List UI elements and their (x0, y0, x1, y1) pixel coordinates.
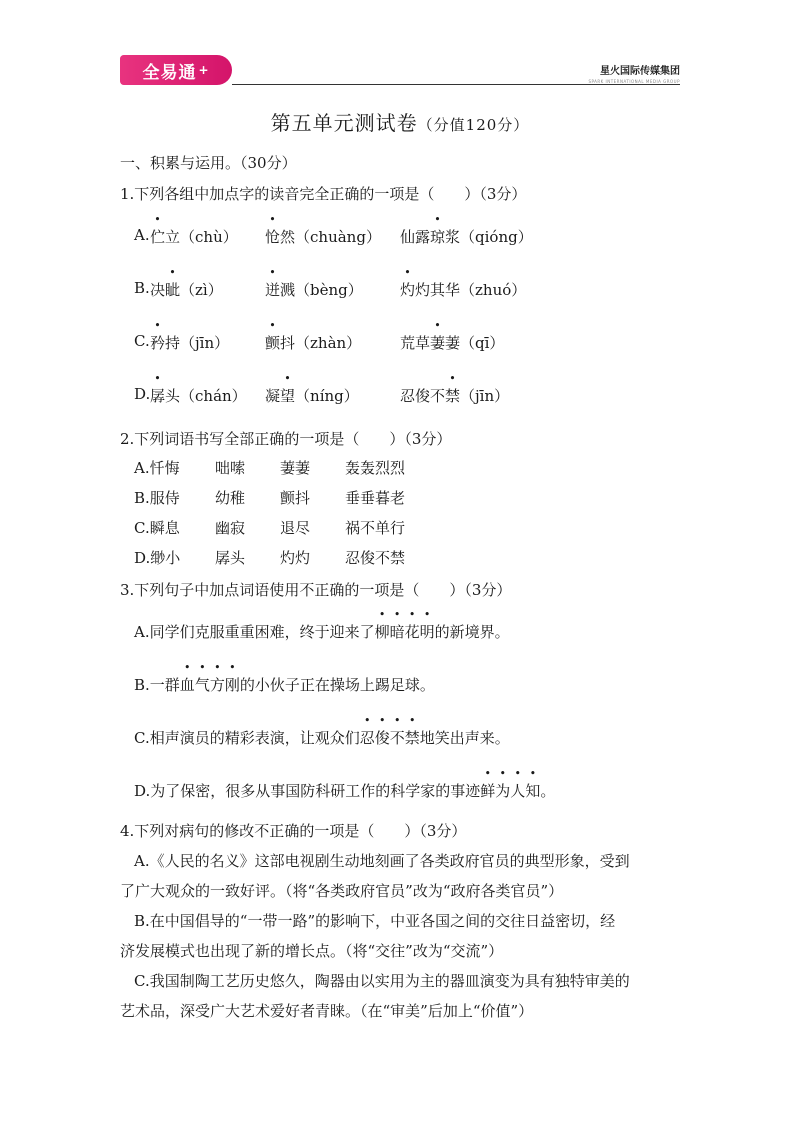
emphasis-char: 忍 (359, 729, 375, 747)
q1-option-word (150, 332, 229, 353)
q1-stem: 1.下列各组中加点字的读音完全正确的一项是（ ）（3分） (120, 185, 527, 203)
q1-option-word (265, 385, 359, 406)
q2-stem: 2.下列词语书写全部正确的一项是（ ）（3分） (120, 430, 452, 448)
emphasis-char: 暗 (389, 623, 405, 641)
q2-option-word: 萋萋 (280, 459, 311, 477)
emphasis-char: 气 (194, 676, 210, 694)
q3-option (134, 674, 435, 695)
q2-option-label: A.忏悔 (134, 459, 180, 477)
emphasis-char: 伫 (150, 228, 166, 246)
q4-text-line: A.《人民的名义》这部电视剧生动地刻画了各类政府官员的典型形象，受到 (134, 852, 630, 870)
sentence-text: 的小伙子正在操场上踢足球。 (239, 676, 435, 694)
emphasis-char: 人 (510, 782, 526, 800)
word-text: 凝 (265, 387, 281, 405)
q1-option-word (265, 332, 361, 353)
word-text: 溅（bèng） (280, 281, 363, 299)
brand (588, 62, 680, 84)
emphasis-char: 花 (404, 623, 420, 641)
q2-option-word: 颤抖 (280, 489, 311, 507)
q1-option-word (400, 385, 509, 406)
emphasis-char: 琼 (430, 228, 446, 246)
sentence-text: D.为了保密，很多从事国防科研工作的科学家的事迹 (134, 782, 481, 800)
sentence-text: C.相声演员的精彩表演，让观众们 (134, 729, 360, 747)
q4-text-line: 艺术品，深受广大艺术爱好者青睐。（在“审美”后加上“价值”） (120, 1002, 534, 1020)
emphasis-char: 灼 (400, 281, 416, 299)
header-rule (232, 84, 680, 85)
word-text: （níng） (295, 387, 359, 405)
brand-name: 星火国际传媒集团 (600, 66, 680, 77)
word-text: 仙露 (400, 228, 431, 246)
word-text: （jīn） (460, 387, 510, 405)
brand-subtitle: SPARK INTERNATIONAL MEDIA GROUP (588, 79, 680, 84)
q4-stem: 4.下列对病句的修改不正确的一项是（ ）（3分） (120, 822, 467, 840)
emphasis-char: 颤 (265, 334, 281, 352)
title-main: 第五单元测试卷 (270, 111, 418, 135)
emphasis-char: 眦 (165, 281, 181, 299)
q1-option-word (400, 279, 526, 300)
q2-option-word: 忍俊不禁 (345, 549, 406, 567)
page-header (0, 0, 800, 100)
q2-option-word: 咄嗦 (215, 459, 246, 477)
q4-text-line: 济发展模式也出现了新的增长点。（将“交往”改为“交流”） (120, 942, 504, 960)
word-text: （zì） (180, 281, 223, 299)
q4-text-line: C.我国制陶工艺历史悠久，陶器由以实用为主的器皿演变为具有独特审美的 (134, 972, 630, 990)
emphasis-char: 萋 (430, 334, 446, 352)
word-text: 然（chuàng） (280, 228, 381, 246)
emphasis-char: 望 (280, 387, 296, 405)
q4-text-line: 了广大观众的一致好评。（将“各类政府官员”改为“政府各类官员”） (120, 882, 564, 900)
emphasis-char: 为 (495, 782, 511, 800)
sentence-text: A.同学们克服重重困难，终于迎来了 (134, 623, 375, 641)
q2-option-word: 幽寂 (215, 519, 246, 537)
emphasis-char: 鲜 (480, 782, 496, 800)
section-heading: 一、积累与运用。（30分） (120, 154, 297, 172)
emphasis-char: 禁 (445, 387, 461, 405)
emphasis-char: 禁 (404, 729, 420, 747)
q2-option-word: 退尽 (280, 519, 311, 537)
word-text: 荒草 (400, 334, 431, 352)
q1-option-label: B. (134, 279, 150, 297)
emphasis-char: 孱 (150, 387, 166, 405)
word-text: 浆（qióng） (445, 228, 533, 246)
sentence-text: 地笑出声来。 (419, 729, 510, 747)
emphasis-char: 知 (525, 782, 541, 800)
logo-badge (120, 55, 232, 85)
word-text: 立（chù） (165, 228, 238, 246)
q2-option-word: 孱头 (215, 549, 246, 567)
q1-option-label: C. (134, 332, 150, 350)
q4-text-line: B.在中国倡导的“一带一路”的影响下，中亚各国之间的交往日益密切，经 (134, 912, 616, 930)
q1-option-word (400, 226, 533, 247)
emphasis-char: 方 (209, 676, 225, 694)
q2-option-word: 轰轰烈烈 (345, 459, 406, 477)
q2-option-word: 灼灼 (280, 549, 311, 567)
q2-option-label: C.瞬息 (134, 519, 180, 537)
q3-option (134, 621, 510, 642)
q1-option-word (150, 385, 247, 406)
q1-option-word (265, 226, 381, 247)
q3-option (134, 780, 555, 801)
title-score: （分值120分） (417, 116, 530, 134)
sentence-text: 。 (540, 782, 556, 800)
q3-option (134, 727, 510, 748)
logo-plus: + (198, 63, 210, 77)
sentence-text: 的新境界。 (434, 623, 510, 641)
q1-option-word (400, 332, 504, 353)
word-text: 抖（zhàn） (280, 334, 362, 352)
q2-option-word: 祸不单行 (345, 519, 406, 537)
q1-option-word (150, 279, 223, 300)
q2-option-word: 幼稚 (215, 489, 246, 507)
emphasis-char: 明 (419, 623, 435, 641)
q2-option-word: 垂垂暮老 (345, 489, 406, 507)
word-text: 持（jīn） (165, 334, 230, 352)
q2-option-label: B.服侍 (134, 489, 180, 507)
word-text: 灼其华（zhuó） (415, 281, 527, 299)
q3-stem: 3.下列句子中加点词语使用不正确的一项是（ ）（3分） (120, 581, 512, 599)
word-text: 决 (150, 281, 166, 299)
word-text: 忍俊不 (400, 387, 446, 405)
emphasis-char: 迸 (265, 281, 281, 299)
q1-option-label: A. (134, 226, 150, 244)
emphasis-char: 刚 (224, 676, 240, 694)
emphasis-char: 矜 (150, 334, 166, 352)
emphasis-char: 柳 (374, 623, 390, 641)
word-text: 萋（qī） (445, 334, 505, 352)
emphasis-char: 血 (179, 676, 195, 694)
q2-option-label: D.缈小 (134, 549, 181, 567)
page-title (0, 107, 800, 136)
emphasis-char: 怆 (265, 228, 281, 246)
sentence-text: B.一群 (134, 676, 180, 694)
word-text: 头（chán） (165, 387, 247, 405)
emphasis-char: 不 (389, 729, 405, 747)
emphasis-char: 俊 (374, 729, 390, 747)
logo-text: 全易通 (142, 62, 197, 83)
q1-option-label: D. (134, 385, 151, 403)
q1-option-word (265, 279, 363, 300)
q1-option-word (150, 226, 238, 247)
